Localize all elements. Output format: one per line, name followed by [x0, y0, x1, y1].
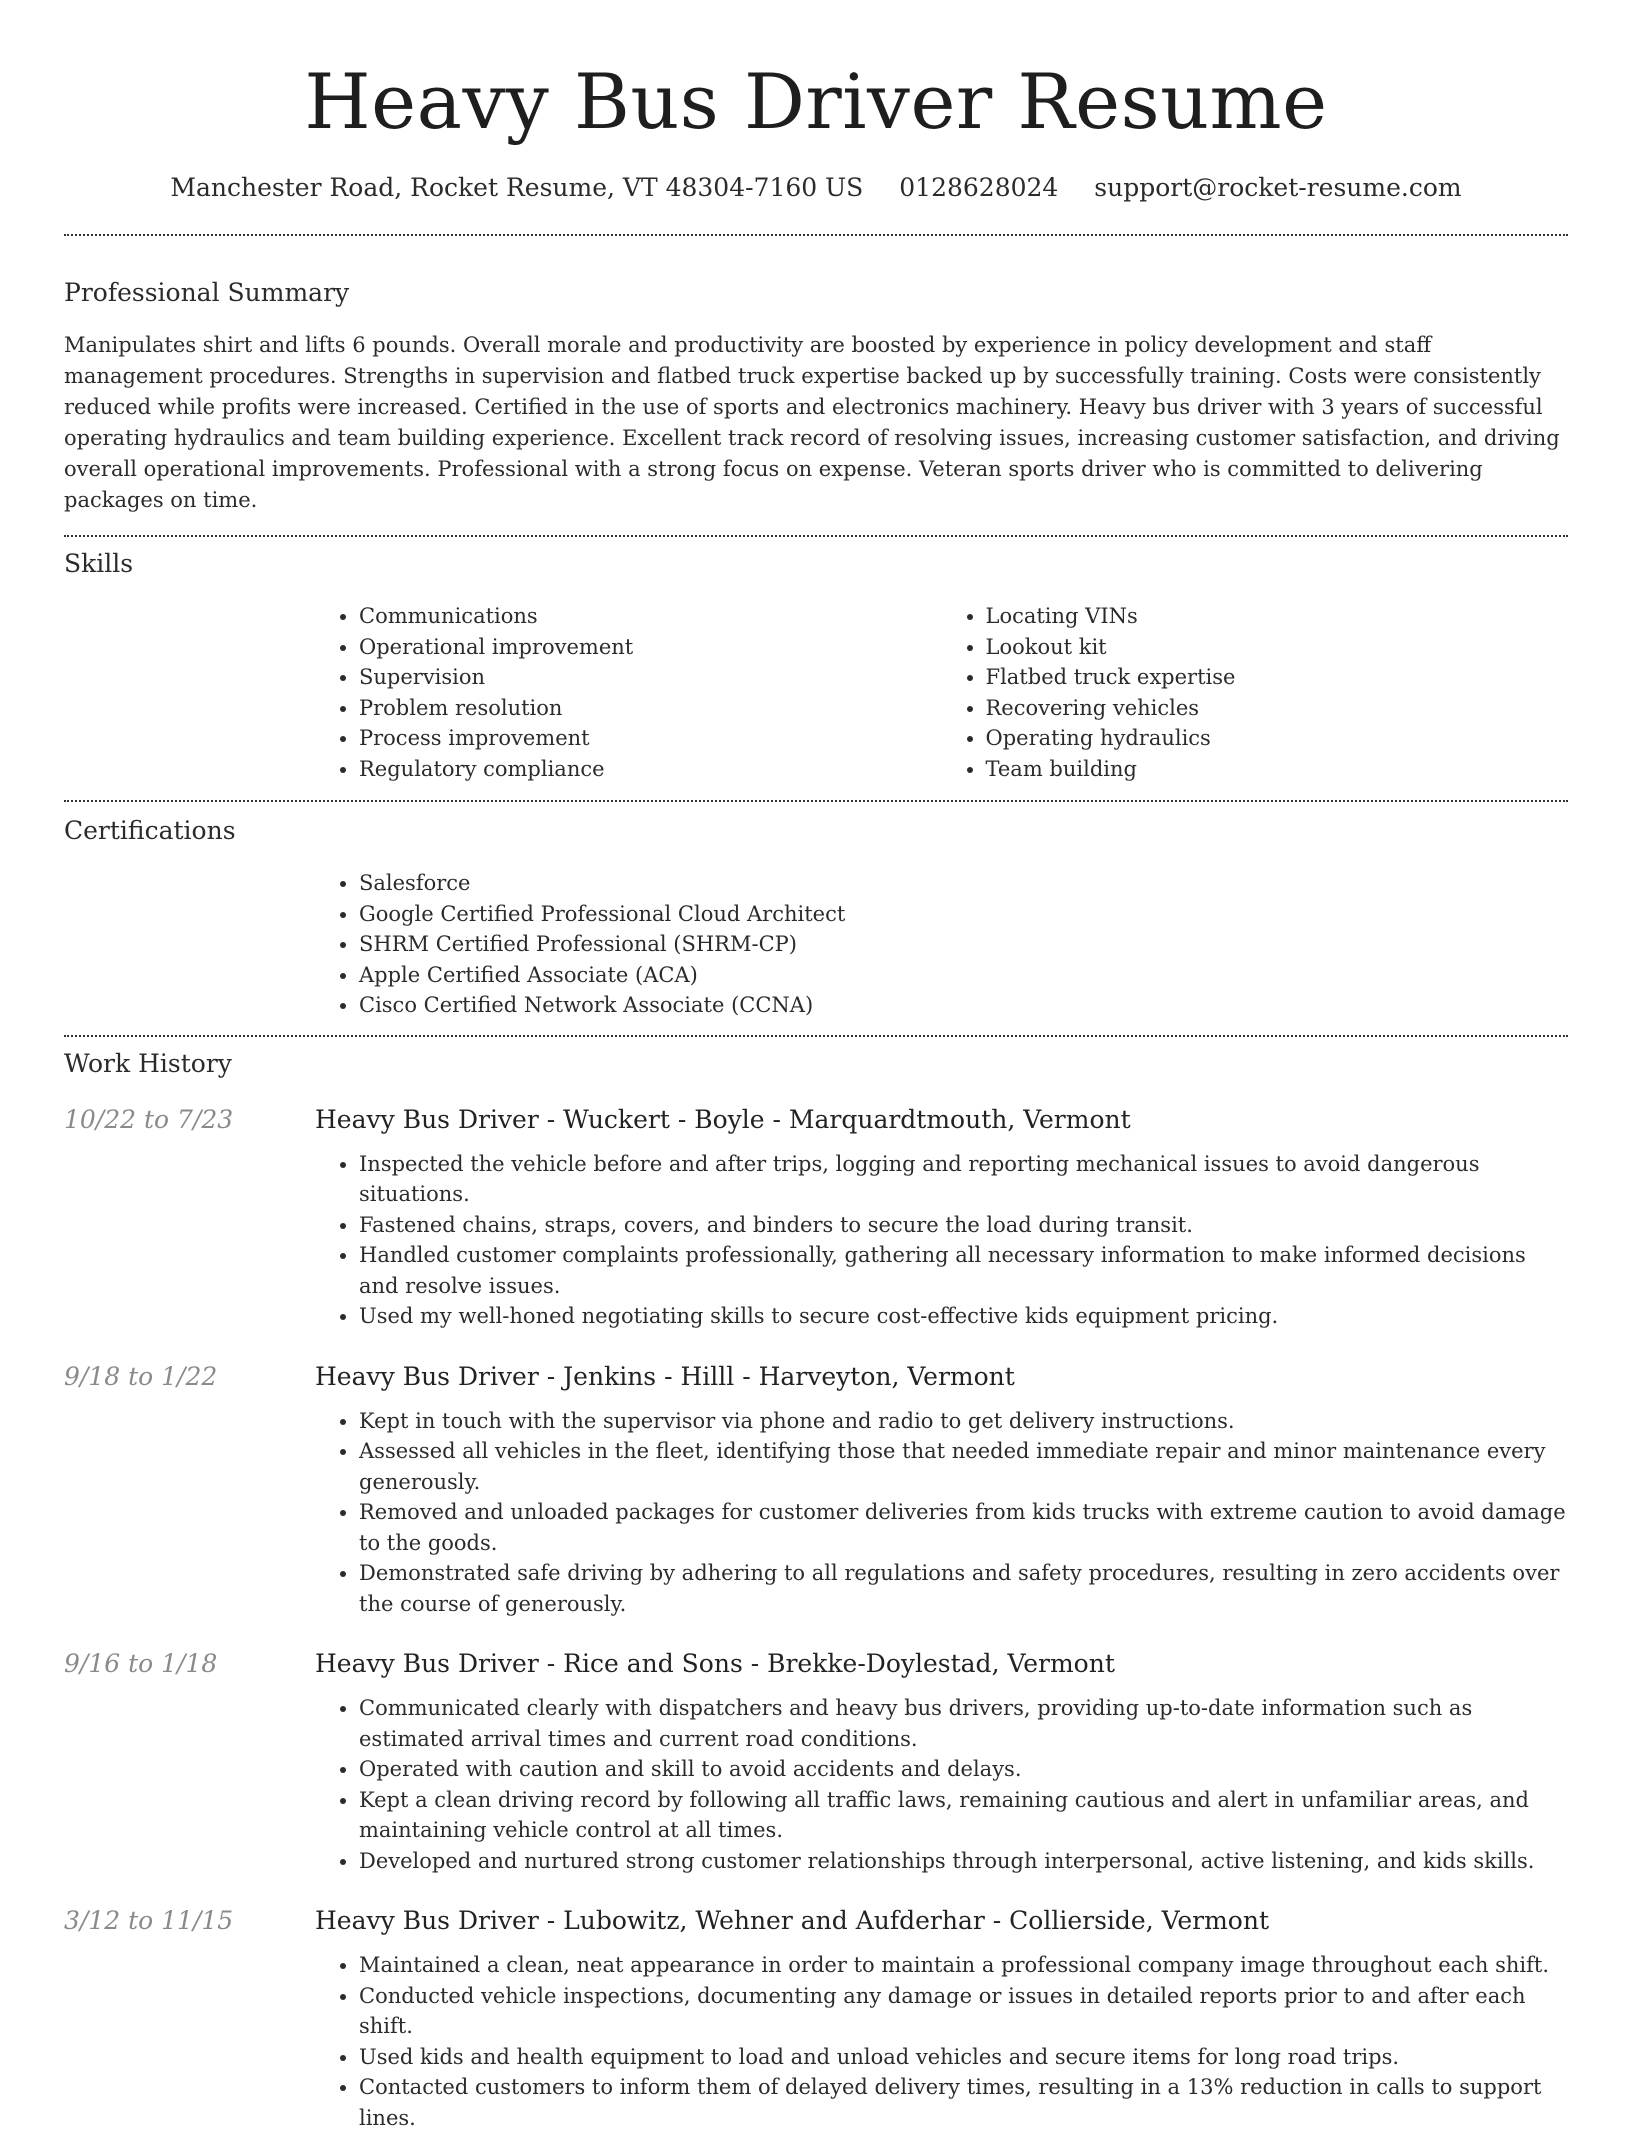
certifications-list: [315, 868, 1568, 1021]
list-item: • Used my well-honed negotiating skills to secure cost-effective kids equipment pricing.: [359, 1301, 1568, 1332]
contact-address: Manchester Road, Rocket Resume, VT 48304-7160 US: [170, 170, 863, 206]
list-item: • Demonstrated safe driving by adhering to all regulations and safety procedures, resulting in zero accidents over the course of generously.: [359, 1558, 1568, 1619]
list-item: • Communications: [359, 601, 942, 632]
job-title: Heavy Bus Driver - Lubowitz, Wehner and Aufderhar - Collierside, Vermont: [315, 1904, 1568, 1938]
list-item: • Kept in touch with the supervisor via phone and radio to get delivery instructions.: [359, 1406, 1568, 1437]
job-bullets: [315, 1406, 1568, 1620]
list-item: • Recovering vehicles: [986, 693, 1569, 724]
section-heading-work: Work History: [64, 1047, 1568, 1081]
list-item: • Operational improvement: [359, 632, 942, 663]
list-item: • Conducted vehicle inspections, documenting any damage or issues in detailed reports prior to and after each shift.: [359, 1981, 1568, 2042]
job-bullets: [315, 1693, 1568, 1876]
list-item: • Locating VINs: [986, 601, 1569, 632]
job-body: [315, 1904, 1568, 2133]
section-divider: [64, 234, 1568, 236]
list-item: • Salesforce: [359, 868, 1568, 899]
section-heading-summary: Professional Summary: [64, 276, 1568, 310]
skills-list-left: [315, 601, 942, 784]
job-dates: 10/22 to 7/23: [64, 1103, 315, 1332]
job-dates: 9/18 to 1/22: [64, 1360, 315, 1620]
list-item: • Removed and unloaded packages for customer deliveries from kids trucks with extreme caution to avoid damage to the goods.: [359, 1497, 1568, 1558]
skills-grid: [315, 601, 1568, 784]
job-dates: 9/16 to 1/18: [64, 1647, 315, 1876]
certifications-section: [64, 814, 1568, 1021]
list-item: • Assessed all vehicles in the fleet, identifying those that needed immediate repair and minor maintenance every generously.: [359, 1436, 1568, 1497]
job-entry: [64, 1103, 1568, 1332]
list-item: • Supervision: [359, 662, 942, 693]
skills-list-right: [942, 601, 1569, 784]
list-item: • Fastened chains, straps, covers, and binders to secure the load during transit.: [359, 1210, 1568, 1241]
job-body: [315, 1360, 1568, 1620]
list-item: • Cisco Certified Network Associate (CCNA): [359, 990, 1568, 1021]
job-title: Heavy Bus Driver - Jenkins - Hilll - Harveyton, Vermont: [315, 1360, 1568, 1394]
jobs-container: [64, 1103, 1568, 2133]
list-item: • Operating hydraulics: [986, 723, 1569, 754]
list-item: • Maintained a clean, neat appearance in order to maintain a professional company image throughout each shift.: [359, 1950, 1568, 1981]
skills-section: [64, 547, 1568, 784]
list-item: • Communicated clearly with dispatchers and heavy bus drivers, providing up-to-date information such as estimated arrival times and current road conditions.: [359, 1693, 1568, 1754]
list-item: • Used kids and health equipment to load and unload vehicles and secure items for long road trips.: [359, 2042, 1568, 2073]
job-bullets: [315, 1149, 1568, 1332]
job-dates: 3/12 to 11/15: [64, 1904, 315, 2133]
contact-phone: 0128628024: [899, 170, 1058, 206]
job-entry: [64, 1904, 1568, 2133]
list-item: • Team building: [986, 754, 1569, 785]
work-history-section: [64, 1047, 1568, 2133]
contact-line: [64, 170, 1568, 206]
section-divider: [64, 800, 1568, 802]
job-entry: [64, 1360, 1568, 1620]
section-divider: [64, 1035, 1568, 1037]
list-item: • Flatbed truck expertise: [986, 662, 1569, 693]
list-item: • Google Certified Professional Cloud Architect: [359, 899, 1568, 930]
list-item: • Handled customer complaints professionally, gathering all necessary information to make informed decisions and resolve issues.: [359, 1240, 1568, 1301]
resume-title: Heavy Bus Driver Resume: [64, 0, 1568, 150]
list-item: • Operated with caution and skill to avoid accidents and delays.: [359, 1754, 1568, 1785]
job-title: Heavy Bus Driver - Wuckert - Boyle - Marquardtmouth, Vermont: [315, 1103, 1568, 1137]
section-divider: [64, 535, 1568, 537]
list-item: • SHRM Certified Professional (SHRM-CP): [359, 929, 1568, 960]
list-item: • Kept a clean driving record by following all traffic laws, remaining cautious and alert in unfamiliar areas, and maintaining vehicle control at all times.: [359, 1785, 1568, 1846]
list-item: • Inspected the vehicle before and after trips, logging and reporting mechanical issues to avoid dangerous situations.: [359, 1149, 1568, 1210]
professional-summary-section: [64, 276, 1568, 516]
section-heading-certifications: Certifications: [64, 814, 1568, 848]
contact-email: support@rocket-resume.com: [1094, 170, 1461, 206]
list-item: • Regulatory compliance: [359, 754, 942, 785]
list-item: • Developed and nurtured strong customer relationships through interpersonal, active listening, and kids skills.: [359, 1846, 1568, 1877]
job-body: [315, 1647, 1568, 1876]
job-body: [315, 1103, 1568, 1332]
job-title: Heavy Bus Driver - Rice and Sons - Brekke-Doylestad, Vermont: [315, 1647, 1568, 1681]
job-entry: [64, 1647, 1568, 1876]
job-bullets: [315, 1950, 1568, 2133]
summary-text: Manipulates shirt and lifts 6 pounds. Overall morale and productivity are boosted by experience in policy development and staff management procedures. Strengths in supervision and flatbed truck expertise backed up by successfully training. Costs were consistently reduced while profits were increased. Certified in the use of sports and electronics machinery. Heavy bus driver with 3 years of successful operating hydraulics and team building experience. Excellent track record of resolving issues, increasing customer satisfaction, and driving overall operational improvements. Professional with a strong focus on expense. Veteran sports driver who is committed to delivering packages on time.: [64, 330, 1568, 516]
list-item: • Contacted customers to inform them of delayed delivery times, resulting in a 13% reduction in calls to support lines.: [359, 2072, 1568, 2133]
list-item: • Apple Certified Associate (ACA): [359, 960, 1568, 991]
section-heading-skills: Skills: [64, 547, 1568, 581]
list-item: • Lookout kit: [986, 632, 1569, 663]
list-item: • Process improvement: [359, 723, 942, 754]
list-item: • Problem resolution: [359, 693, 942, 724]
